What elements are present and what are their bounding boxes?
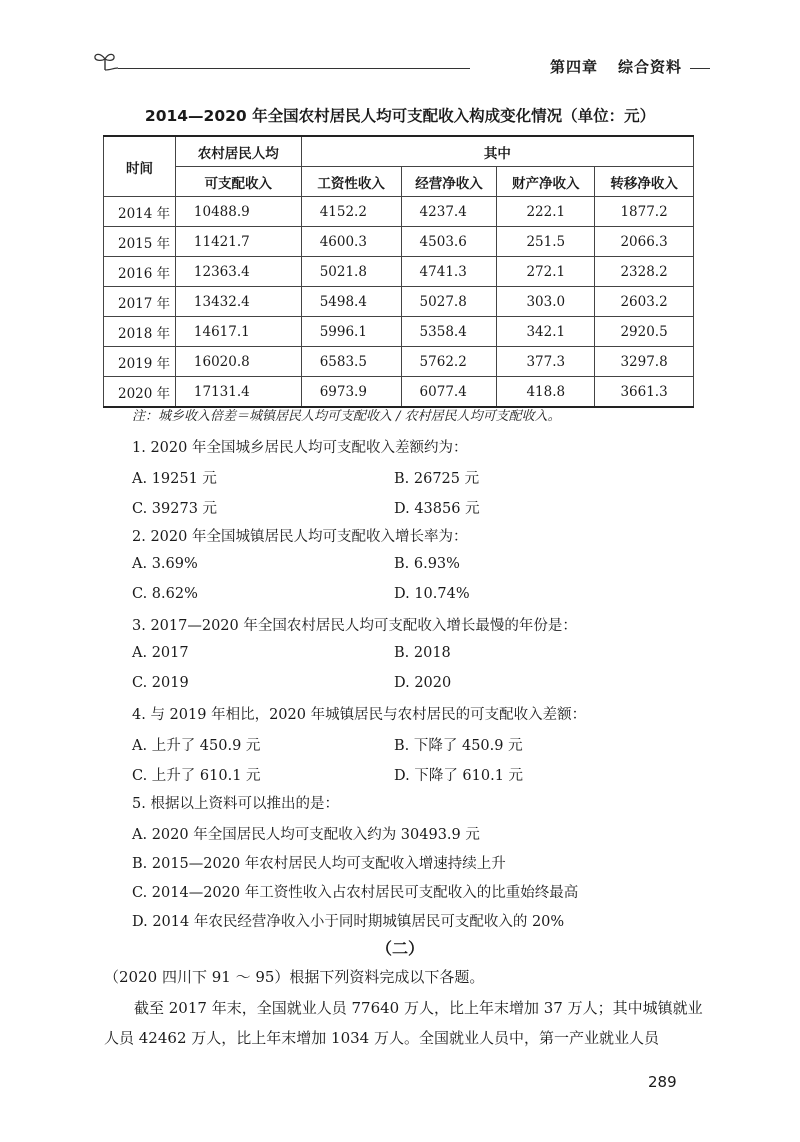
question-stem: 2. 2020 年全国城镇居民人均可支配收入增长率为： (132, 529, 468, 545)
table-cell: 17131.4 (175, 377, 301, 408)
answer-option: D. 10.74% (394, 586, 470, 602)
table-row (104, 257, 694, 287)
table-cell: 2018 年 (104, 317, 176, 347)
table-title: 2014—2020 年全国农村居民人均可支配收入构成变化情况（单位：元） (144, 107, 656, 125)
answer-option: C. 2014—2020 年工资性收入占农村居民可支配收入的比重始终最高 (132, 885, 579, 901)
table-cell: 2015 年 (104, 227, 176, 257)
table-row (104, 347, 694, 377)
table-cell: 2920.5 (595, 317, 694, 347)
table-cell: 303.0 (497, 287, 595, 317)
table-cell: 377.3 (497, 347, 595, 377)
answer-option: B. 2015—2020 年农村居民人均可支配收入增速持续上升 (132, 856, 506, 872)
table-cell: 2014 年 (104, 197, 176, 227)
answer-option: A. 上升了 450.9 元 (132, 738, 261, 754)
table-row (104, 197, 694, 227)
table-cell: 5762.2 (401, 347, 497, 377)
table-cell: 2603.2 (595, 287, 694, 317)
answer-option: D. 下降了 610.1 元 (394, 768, 524, 784)
table-cell: 5996.1 (301, 317, 401, 347)
table-cell: 222.1 (497, 197, 595, 227)
table-cell: 2017 年 (104, 287, 176, 317)
table-cell: 5498.4 (301, 287, 401, 317)
question-stem: 1. 2020 年全国城乡居民人均可支配收入差额约为： (132, 440, 468, 456)
table-cell: 418.8 (497, 377, 595, 408)
col-header-business: 经营净收入 (401, 167, 497, 197)
answer-option: D. 2020 (394, 675, 452, 691)
header-rule (118, 68, 462, 69)
table-cell: 6077.4 (401, 377, 497, 408)
table-cell: 16020.8 (175, 347, 301, 377)
section-heading: （二） (375, 939, 424, 958)
col-header-group: 其中 (301, 136, 693, 167)
table-cell: 1877.2 (595, 197, 694, 227)
table-row (104, 377, 694, 408)
answer-option: A. 2017 (132, 645, 189, 661)
table-cell: 11421.7 (175, 227, 301, 257)
header-rule-tail (690, 68, 710, 69)
answer-option: B. 2018 (394, 645, 451, 661)
chapter-label: 第四章 (549, 58, 598, 76)
income-table (103, 135, 694, 408)
table-cell: 272.1 (497, 257, 595, 287)
answer-option: A. 19251 元 (132, 471, 217, 487)
table-cell: 4237.4 (401, 197, 497, 227)
table-cell: 342.1 (497, 317, 595, 347)
table-cell: 5358.4 (401, 317, 497, 347)
col-header-total-line1: 农村居民人均 (175, 136, 301, 167)
table-cell: 4503.6 (401, 227, 497, 257)
table-cell: 3297.8 (595, 347, 694, 377)
table-cell: 5027.8 (401, 287, 497, 317)
answer-option: B. 下降了 450.9 元 (394, 738, 523, 754)
answer-option: D. 43856 元 (394, 501, 480, 517)
table-cell: 2016 年 (104, 257, 176, 287)
table-row (104, 287, 694, 317)
header-rule-short (458, 68, 470, 69)
col-header-time: 时间 (104, 136, 176, 197)
table-cell: 10488.9 (175, 197, 301, 227)
table-cell: 2328.2 (595, 257, 694, 287)
table-cell: 6973.9 (301, 377, 401, 408)
table-row (104, 317, 694, 347)
answer-option: C. 8.62% (132, 586, 198, 602)
answer-option: C. 上升了 610.1 元 (132, 768, 261, 784)
table-cell: 251.5 (497, 227, 595, 257)
table-cell: 4600.3 (301, 227, 401, 257)
page-number: 289 (648, 1073, 677, 1091)
section-label: 综合资料 (617, 58, 682, 76)
table-row (104, 227, 694, 257)
answer-option: C. 39273 元 (132, 501, 218, 517)
table-cell: 12363.4 (175, 257, 301, 287)
running-header (92, 56, 710, 80)
answer-option: B. 26725 元 (394, 471, 480, 487)
body-paragraph: 截至 2017 年末，全国就业人员 77640 万人，比上年末增加 37 万人；其中城镇就业人员 42462 万人，比上年末增加 1034 万人。全国就业人员中，第一产业就业人员 (104, 999, 703, 1047)
question-stem: 4. 与 2019 年相比，2020 年城镇居民与农村居民的可支配收入差额： (132, 707, 587, 723)
table-cell: 2019 年 (104, 347, 176, 377)
table-cell: 3661.3 (595, 377, 694, 408)
answer-option: C. 2019 (132, 675, 189, 691)
table-cell: 6583.5 (301, 347, 401, 377)
answer-option: D. 2014 年农民经营净收入小于同时期城镇居民可支配收入的 20% (132, 914, 565, 930)
col-header-wage: 工资性收入 (301, 167, 401, 197)
col-header-total-line2: 可支配收入 (175, 167, 301, 197)
table-cell: 4152.2 (301, 197, 401, 227)
intro-line: （2020 四川下 91 ～ 95）根据下列资料完成以下各题。 (104, 968, 485, 986)
answer-option: A. 2020 年全国居民人均可支配收入约为 30493.9 元 (132, 827, 480, 843)
table-cell: 13432.4 (175, 287, 301, 317)
question-stem: 3. 2017—2020 年全国农村居民人均可支配收入增长最慢的年份是： (132, 618, 577, 634)
table-cell: 2066.3 (595, 227, 694, 257)
col-header-property: 财产净收入 (497, 167, 595, 197)
question-stem: 5. 根据以上资料可以推出的是： (132, 796, 339, 812)
table-cell: 4741.3 (401, 257, 497, 287)
col-header-transfer: 转移净收入 (595, 167, 694, 197)
sprout-icon (92, 48, 118, 74)
table-cell: 2020 年 (104, 377, 176, 408)
table-note: 注：城乡收入倍差＝城镇居民人均可支配收入 / 农村居民人均可支配收入。 (132, 409, 561, 424)
answer-option: B. 6.93% (394, 556, 460, 572)
answer-option: A. 3.69% (132, 556, 198, 572)
table-cell: 5021.8 (301, 257, 401, 287)
table-cell: 14617.1 (175, 317, 301, 347)
